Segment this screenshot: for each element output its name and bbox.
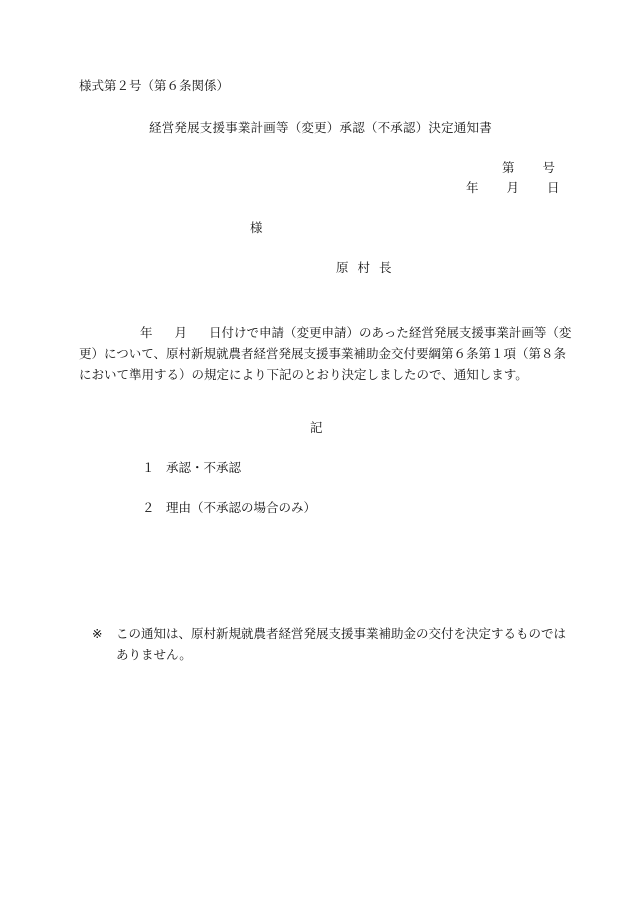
body-line-2: 更）について、原村新規就農者経営発展支援事業補助金交付要綱第６条第１項（第８条 [79, 346, 567, 361]
note-text [116, 623, 567, 665]
ki-heading: 記 [310, 420, 323, 435]
note-line-2: ありません。 [116, 647, 192, 662]
list-item-label: 理由（不承認の場合のみ） [166, 500, 317, 515]
reference-number-label-2: 号 [542, 160, 556, 175]
document-title: 経営発展支援事業計画等（変更）承認（不承認）決定通知書 [149, 120, 492, 135]
recipient-honorific: 様 [250, 220, 263, 235]
date-day-label: 日 [547, 180, 560, 195]
body-year-label: 年 [140, 325, 153, 340]
issuer-name: 原村長 [336, 260, 401, 275]
note-line-1: この通知は、原村新規就農者経営発展支援事業補助金の交付を決定するものでは [116, 626, 567, 641]
reference-number [502, 162, 555, 175]
date-year-label: 年 [466, 180, 479, 195]
body-line-1-text: 日付けで申請（変更申請）のあった経営発展支援事業計画等（変 [209, 325, 572, 340]
issue-date [466, 182, 560, 195]
body-line-3: において準用する）の規定により下記のとおり決定しましたので、通知します。 [79, 367, 528, 382]
list-item-label: 承認・不承認 [166, 460, 242, 475]
form-number: 様式第２号（第６条関係） [79, 78, 230, 93]
reference-number-label-1: 第 [502, 160, 515, 175]
body-month-label: 月 [174, 325, 188, 340]
list-item-number: ２ [142, 500, 155, 515]
body-paragraph [79, 322, 572, 385]
list-item [142, 502, 316, 515]
list-item [142, 462, 241, 475]
note-mark: ※ [92, 626, 103, 641]
list-item-number: １ [142, 460, 155, 475]
body-line-1 [79, 322, 572, 343]
date-month-label: 月 [506, 180, 520, 195]
